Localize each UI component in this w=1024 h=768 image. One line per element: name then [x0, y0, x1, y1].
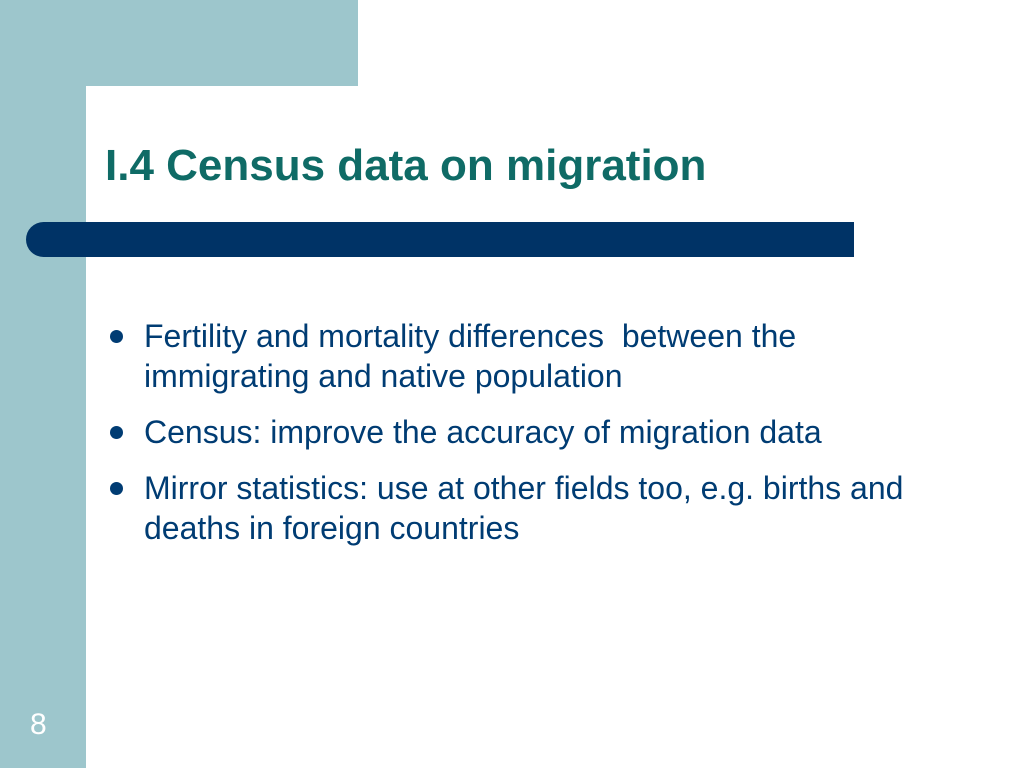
slide-title: I.4 Census data on migration — [105, 141, 707, 190]
top-decor-band — [0, 0, 358, 86]
bullet-dot-icon — [110, 482, 123, 495]
bullet-dot-icon — [110, 426, 123, 439]
bullet-dot-icon — [110, 330, 123, 343]
left-decor-band — [0, 0, 86, 768]
bullet-item — [108, 316, 908, 396]
slide-number: 8 — [30, 708, 47, 741]
title-rule — [26, 222, 854, 257]
bullet-item — [108, 412, 908, 452]
bullet-text: Census: improve the accuracy of migration data — [144, 414, 822, 450]
bullet-list — [108, 316, 913, 564]
bullet-item — [108, 468, 913, 548]
bullet-text: Fertility and mortality differences between the immigrating and native population — [144, 318, 806, 394]
bullet-text: Mirror statistics: use at other fields too, e.g. births and deaths in foreign countries — [144, 470, 913, 546]
